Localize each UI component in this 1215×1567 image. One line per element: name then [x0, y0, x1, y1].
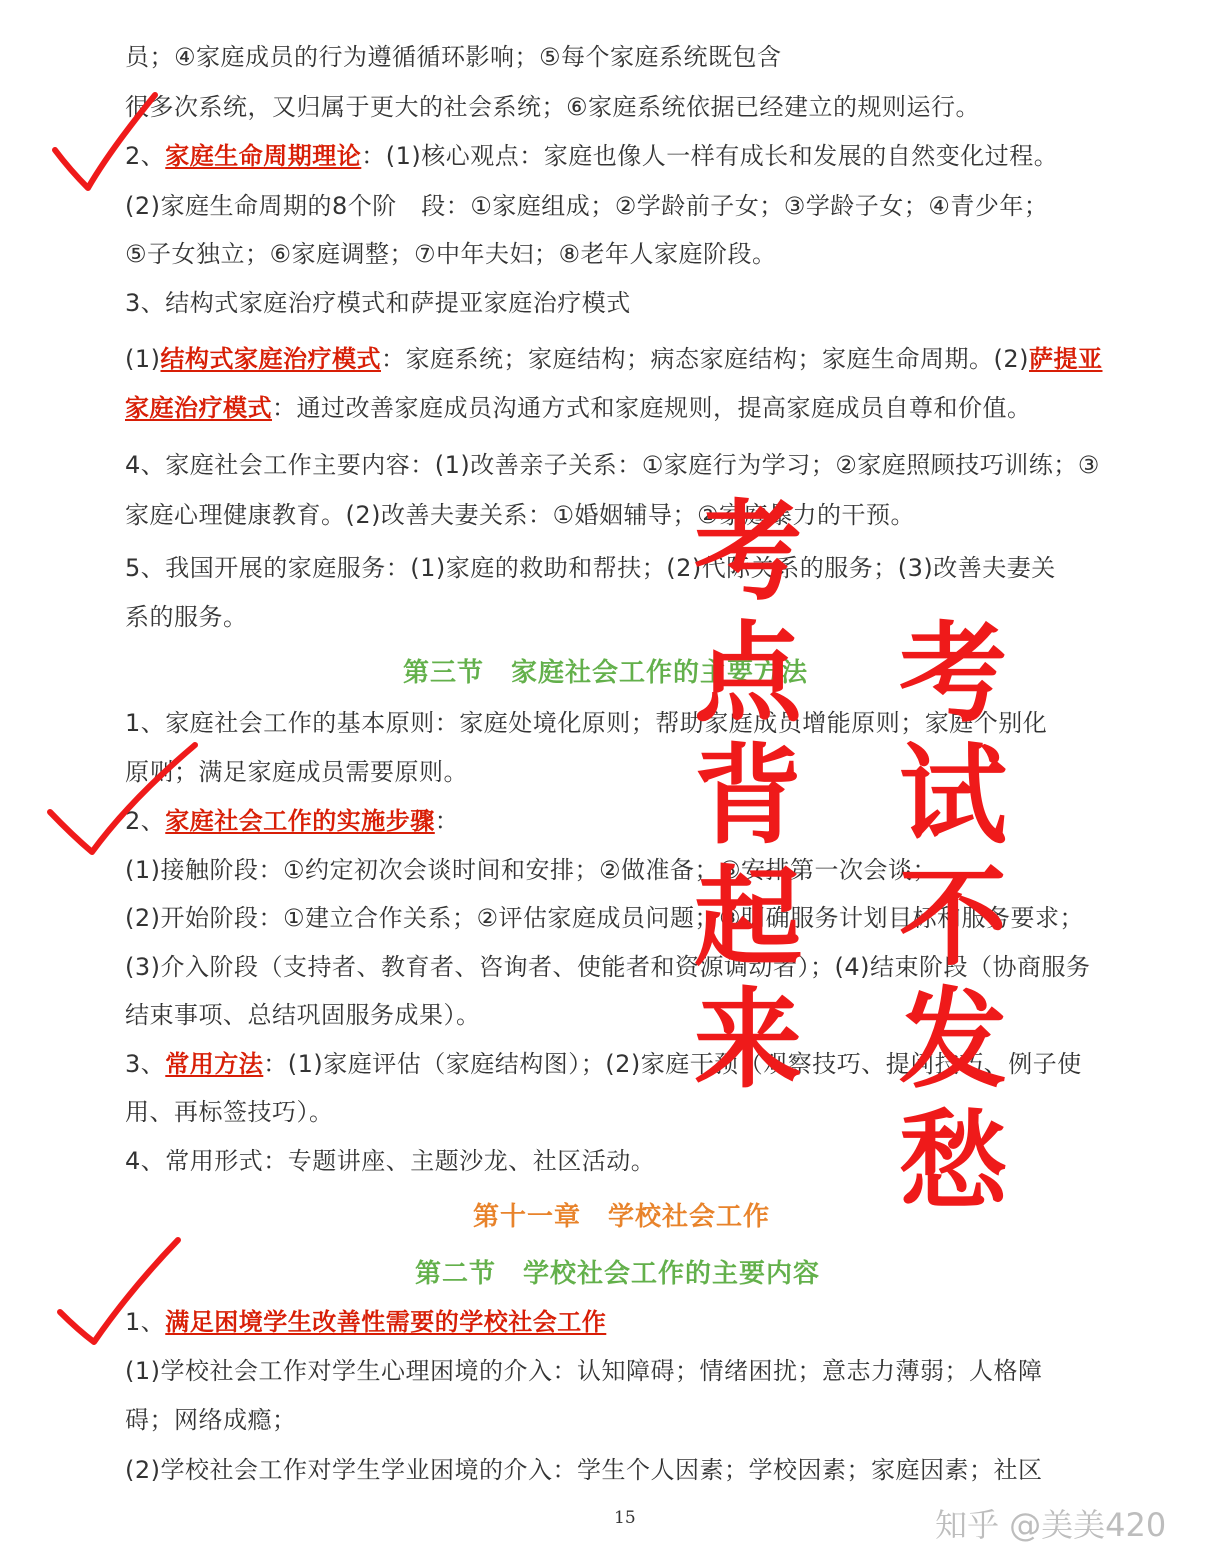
page-number: 15 [614, 1508, 636, 1528]
highlighted-term: 家庭治疗模式 [125, 394, 272, 422]
overlay-slogan-right [893, 614, 1013, 1224]
line-text: ：通过改善家庭成员沟通方式和家庭规则，提高家庭成员自尊和价值。 [272, 394, 1032, 422]
section-heading: 第二节 学校社会工作的主要内容 [415, 1259, 821, 1289]
text-line: 1、家庭社会工作的基本原则：家庭处境化原则；帮助家庭成员增能原则；家庭个别化 [125, 709, 1048, 737]
overlay-char: 起 [693, 856, 802, 981]
line-text: ：家庭系统；家庭结构；病态家庭结构；家庭生命周期。(2) [381, 345, 1029, 373]
text-line [125, 393, 1032, 423]
text-line [125, 141, 1058, 171]
text-line: 4、常用形式：专题讲座、主题沙龙、社区活动。 [125, 1147, 656, 1175]
text-line: (1)接触阶段：①约定初次会谈时间和安排；②做准备；③安排第一次会谈； [125, 856, 938, 884]
highlighted-term: 家庭生命周期理论 [165, 142, 362, 170]
text-line: 结束事项、总结巩固服务成果）。 [125, 1001, 481, 1029]
overlay-char: 试 [898, 734, 1007, 859]
text-line: 家庭心理健康教育。(2)改善夫妻关系：①婚姻辅导；②家庭暴力的干预。 [125, 501, 916, 529]
highlighted-term: 常用方法 [165, 1050, 264, 1078]
highlighted-term: 萨提亚 [1029, 345, 1103, 373]
chapter-heading: 第十一章 学校社会工作 [473, 1202, 771, 1232]
overlay-char: 考 [693, 490, 802, 615]
overlay-char: 背 [693, 734, 802, 859]
text-line: (2)家庭生命周期的8个阶 段：①家庭组成；②学龄前子女；③学龄子女；④青少年； [125, 192, 1049, 220]
text-line: 碍；网络成瘾； [125, 1406, 297, 1434]
text-line: (2)学校社会工作对学生学业困境的介入：学生个人因素；学校因素；家庭因素；社区 [125, 1456, 1043, 1484]
text-line: 5、我国开展的家庭服务：(1)家庭的救助和帮扶；(2)代际关系的服务；(3)改善夫妻关 [125, 554, 1056, 582]
section-heading: 第三节 家庭社会工作的主要方法 [403, 658, 809, 688]
text-line: 原则；满足家庭成员需要原则。 [125, 758, 468, 786]
line-text: ：(1)核心观点：家庭也像人一样有成长和发展的自然变化过程。 [361, 142, 1059, 170]
watermark: 知乎 @美美420 [935, 1506, 1167, 1544]
text-line [125, 1307, 606, 1337]
text-line: 3、结构式家庭治疗模式和萨提亚家庭治疗模式 [125, 289, 631, 317]
text-line: ⑤子女独立；⑥家庭调整；⑦中年夫妇；⑧老年人家庭阶段。 [125, 240, 777, 268]
text-line [125, 806, 459, 836]
highlighted-term: 家庭社会工作的实施步骤 [165, 807, 435, 835]
line-text: ：(1)家庭评估（家庭结构图）；(2)家庭干预（观察技巧、提问技巧、例子使 [263, 1050, 1082, 1078]
list-number: 3、 [125, 1050, 166, 1078]
line-text: (1) [125, 345, 161, 373]
list-number: 1、 [125, 1308, 166, 1336]
text-line: (1)学校社会工作对学生心理困境的介入：认知障碍；情绪困扰；意志力薄弱；人格障 [125, 1357, 1043, 1385]
line-text: ： [434, 807, 460, 835]
text-line: (3)介入阶段（支持者、教育者、咨询者、使能者和资源调动者）；(4)结束阶段（协商服务 [125, 953, 1091, 981]
highlighted-term: 结构式家庭治疗模式 [160, 345, 381, 373]
highlighted-term: 满足困境学生改善性需要的学校社会工作 [165, 1308, 607, 1336]
list-number: 2、 [125, 142, 166, 170]
text-line: 很多次系统，又归属于更大的社会系统；⑥家庭系统依据已经建立的规则运行。 [125, 93, 981, 121]
text-line: 系的服务。 [125, 603, 248, 631]
text-line: 员；④家庭成员的行为遵循循环影响；⑤每个家庭系统既包含 [125, 43, 782, 71]
text-line: (2)开始阶段：①建立合作关系；②评估家庭成员问题；③明确服务计划目标和服务要求； [125, 904, 1085, 932]
overlay-char: 来 [693, 978, 802, 1103]
overlay-char: 愁 [898, 1100, 1007, 1225]
overlay-char: 点 [693, 612, 802, 737]
overlay-char: 考 [898, 612, 1007, 737]
text-line: 4、家庭社会工作主要内容：(1)改善亲子关系：①家庭行为学习；②家庭照顾技巧训练；③ [125, 451, 1100, 479]
overlay-char: 不 [898, 856, 1007, 981]
overlay-slogan-left [688, 492, 808, 1102]
text-line: 用、再标签技巧）。 [125, 1098, 334, 1126]
overlay-char: 发 [898, 978, 1007, 1103]
list-number: 2、 [125, 807, 166, 835]
text-line [125, 344, 1103, 374]
